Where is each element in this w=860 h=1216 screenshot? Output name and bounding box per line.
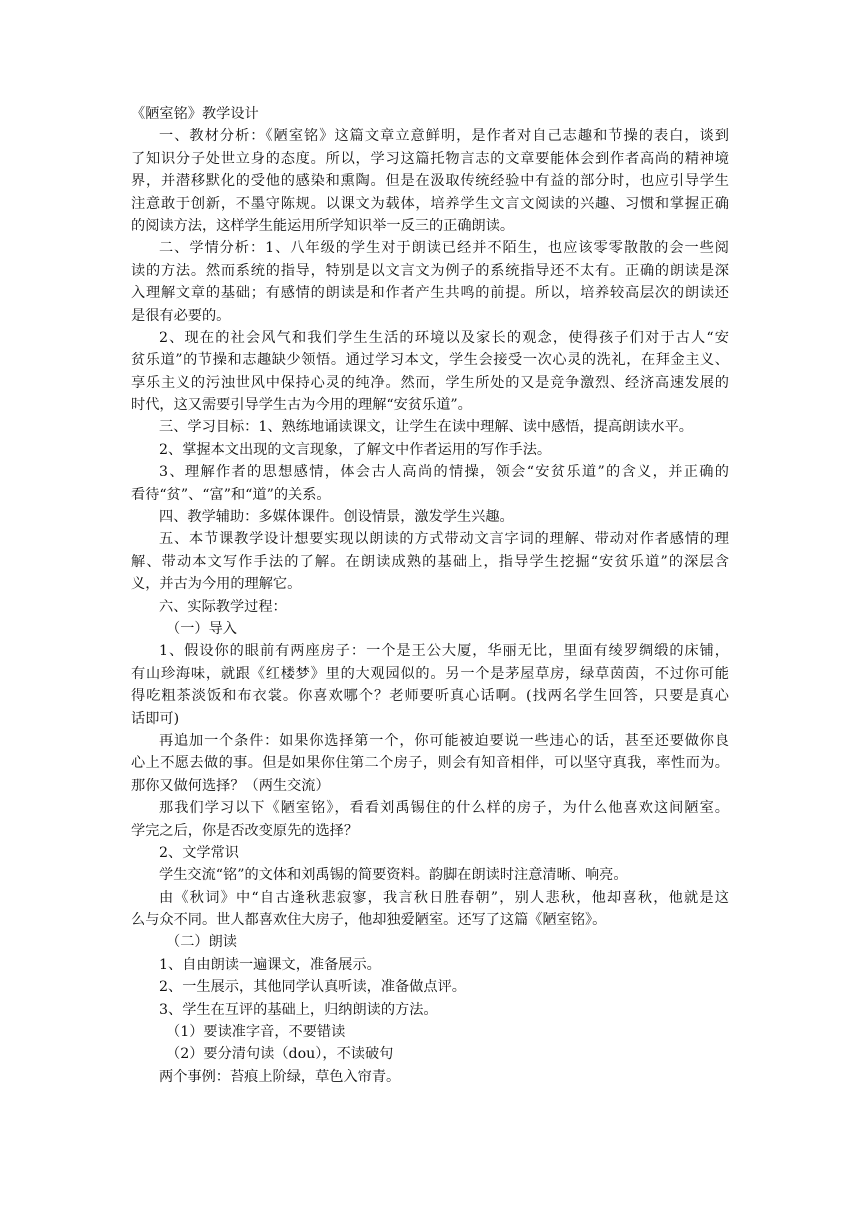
text-line: 两个事例：苔痕上阶绿，草色入帘青。 bbox=[159, 1068, 401, 1085]
text-line: 话即可) bbox=[131, 710, 180, 727]
text-line: 有山珍海味，就跟《红楼梦》里的大观园似的。另一个是茅屋草房，绿草茵茵，不过你可能 bbox=[131, 665, 729, 682]
text-line: 三、学习目标：1、熟练地诵读课文，让学生在读中理解、读中感悟，提高朗读水平。 bbox=[159, 419, 693, 436]
text-line: 义，并古为今用的理解它。 bbox=[131, 576, 302, 593]
text-line: （1）要读准字音，不要错读 bbox=[166, 1024, 346, 1041]
text-line: 享乐主义的污浊世风中保持心灵的纯净。然而，学生所处的又是竞争激烈、经济高速发展的 bbox=[131, 374, 729, 391]
text-line: 2、掌握本文出现的文言现象，了解文中作者运用的写作手法。 bbox=[159, 441, 552, 458]
text-line: 六、实际教学过程： bbox=[159, 598, 287, 615]
document-page bbox=[131, 103, 729, 1088]
text-line: 那我们学习以下《陋室铭》，看看刘禹锡住的什么样的房子，为什么他喜欢这间陋室。 bbox=[159, 800, 729, 817]
text-line: 时代，这又需要引导学生古为今用的理解“安贫乐道”。 bbox=[131, 397, 472, 414]
text-line: 2、现在的社会风气和我们学生生活的环境以及家长的观念，使得孩子们对于古人“安 bbox=[159, 329, 729, 346]
text-line: 入理解文章的基础；有感情的朗读是和作者产生共鸣的前提。所以，培养较高层次的朗读还 bbox=[131, 285, 729, 302]
text-line: 再追加一个条件：如果你选择第一个，你可能被迫要说一些违心的话，甚至还要做你良 bbox=[159, 732, 729, 749]
text-line: 注意敢于创新，不墨守陈规。以课文为载体，培养学生文言文阅读的兴趣、习惯和掌握正确 bbox=[131, 195, 729, 212]
text-line: 五、本节课教学设计想要实现以朗读的方式带动文言字词的理解、带动对作者感情的理 bbox=[159, 531, 729, 548]
text-line: 么与众不同。世人都喜欢住大房子，他却独爱陋室。还写了这篇《陋室铭》。 bbox=[131, 912, 607, 929]
text-line: 贫乐道”的节操和志趣缺少领悟。通过学习本文，学生会接受一次心灵的洗礼，在拜金主义、 bbox=[131, 352, 729, 369]
text-line: 是很有必要的。 bbox=[131, 307, 231, 324]
document-title: 《陋室铭》教学设计 bbox=[131, 106, 259, 122]
text-line: 3、学生在互评的基础上，归纳朗读的方法。 bbox=[159, 1001, 438, 1018]
text-line: 界，并潜移默化的受他的感染和熏陶。但是在汲取传统经验中有益的部分时，也应引导学生 bbox=[131, 173, 729, 190]
text-line: 2、一生展示，其他同学认真听读，准备做点评。 bbox=[159, 979, 466, 996]
text-line: 二、学情分析：1、八年级的学生对于朗读已经并不陌生，也应该零零散散的会一些阅 bbox=[159, 240, 729, 257]
text-line: 1、假设你的眼前有两座房子：一个是王公大厦，华丽无比，里面有绫罗绸缎的床铺， bbox=[159, 643, 729, 660]
text-line: （一）导入 bbox=[166, 620, 237, 637]
text-line: 那你又做何选择？（两生交流） bbox=[131, 777, 330, 794]
text-line: 3、理解作者的思想感情，体会古人高尚的情操，领会“安贫乐道”的含义，并正确的 bbox=[159, 464, 729, 481]
text-line: 四、教学辅助：多媒体课件。创设情景，激发学生兴趣。 bbox=[159, 509, 514, 526]
text-line: 学生交流“铭”的文体和刘禹锡的简要资料。韵脚在朗读时注意清晰、响亮。 bbox=[159, 867, 628, 884]
text-line: 了知识分子处世立身的态度。所以，学习这篇托物言志的文章要能体会到作者高尚的精神境 bbox=[131, 150, 729, 167]
text-line: 读的方法。然而系统的指导，特别是以文言文为例子的系统指导还不太有。正确的朗读是深 bbox=[131, 262, 729, 279]
text-line: 一、教材分析：《陋室铭》这篇文章立意鲜明，是作者对自己志趣和节操的表白，谈到 bbox=[159, 128, 729, 145]
text-line: （二）朗读 bbox=[166, 934, 237, 951]
text-line: 解、带动本文写作手法的了解。在朗读成熟的基础上，指导学生挖掘“安贫乐道”的深层含 bbox=[131, 553, 729, 570]
text-line: 的阅读方法，这样学生能运用所学知识举一反三的正确朗读。 bbox=[131, 217, 515, 234]
text-line: 1、自由朗读一遍课文，准备展示。 bbox=[159, 956, 381, 973]
text-line: 看待“贫”、“富”和“道”的关系。 bbox=[131, 486, 331, 503]
text-line: 2、文学常识 bbox=[159, 844, 239, 861]
text-line: 学完之后，你是否改变原先的选择？ bbox=[131, 822, 359, 839]
text-line: 心上不愿去做的事。但是如果你住第二个房子，则会有知音相伴，可以坚守真我，率性而为。 bbox=[131, 755, 729, 772]
text-line: （2）要分清句读（dou），不读破句 bbox=[166, 1046, 394, 1063]
text-line: 得吃粗茶淡饭和布衣裳。你喜欢哪个？老师要听真心话啊。(找两名学生回答，只要是真心 bbox=[131, 688, 729, 705]
text-line: 由《秋词》中“自古逢秋悲寂寥，我言秋日胜春朝”，别人悲秋，他却喜秋，他就是这 bbox=[159, 889, 729, 906]
